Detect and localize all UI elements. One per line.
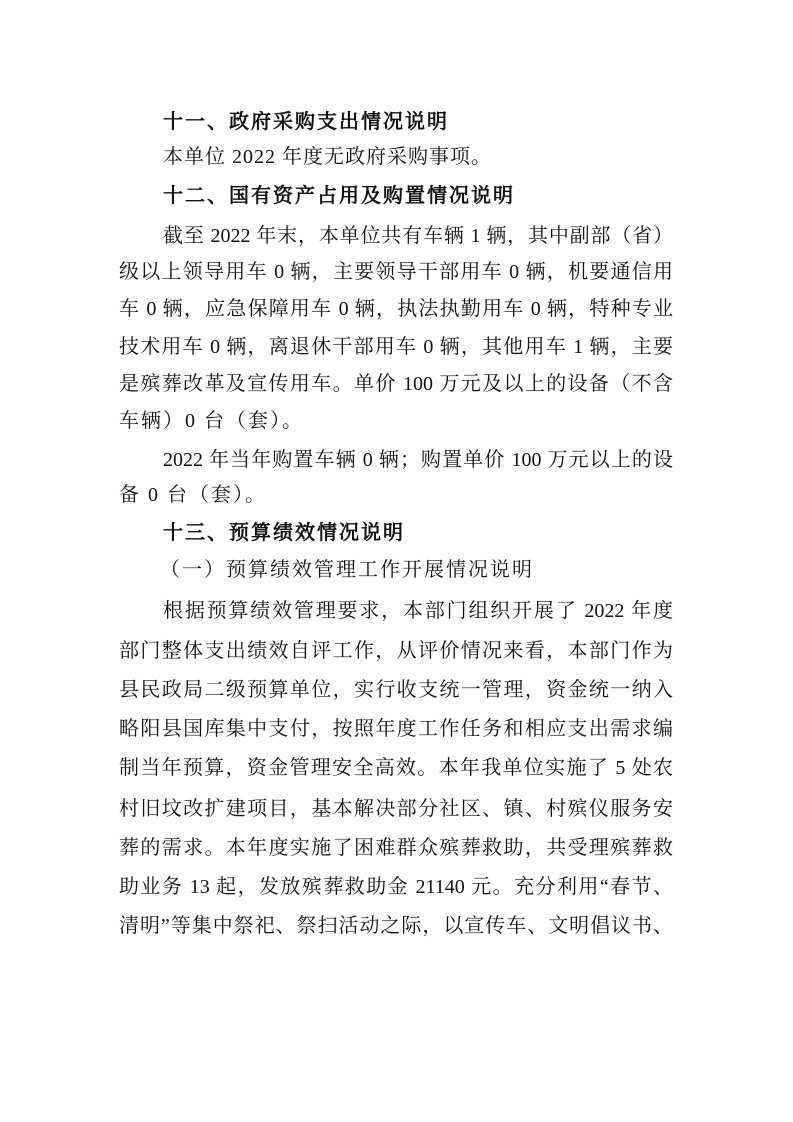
paragraph-line: 助业务 13 起，发放殡葬救助金 21140 元。充分利用“春节、 xyxy=(119,876,673,898)
paragraph-line: 车 0 辆，应急保障用车 0 辆，执法执勤用车 0 辆，特种专业 xyxy=(119,298,673,320)
paragraph-line: 备 0 台（套）。 xyxy=(119,484,267,506)
paragraph-line: 车辆）0 台（套）。 xyxy=(119,410,304,432)
paragraph-line: 部门整体支出绩效自评工作，从评价情况来看，本部门作为 xyxy=(119,640,673,662)
paragraph-line: 2022 年当年购置车辆 0 辆；购置单价 100 万元以上的设 xyxy=(163,449,673,471)
section-12-heading: 十二、国有资产占用及购置情况说明 xyxy=(163,185,515,207)
section-13-subheading: （一）预算绩效管理工作开展情况说明 xyxy=(160,559,534,581)
section-11-text: 本单位 2022 年度无政府采购事项。 xyxy=(163,146,492,168)
paragraph-line: 略阳县国库集中支付，按照年度工作任务和相应支出需求编 xyxy=(119,718,673,740)
section-13-heading: 十三、预算绩效情况说明 xyxy=(163,522,405,544)
paragraph-line: 清明”等集中祭祀、祭扫活动之际，以宣传车、文明倡议书、 xyxy=(119,915,673,937)
paragraph-line: 葬的需求。本年度实施了困难群众殡葬救助，共受理殡葬救 xyxy=(119,837,673,859)
paragraph-line: 村旧坟改扩建项目，基本解决部分社区、镇、村殡仪服务安 xyxy=(119,798,673,820)
paragraph-line: 根据预算绩效管理要求，本部门组织开展了 2022 年度 xyxy=(163,600,673,622)
section-11-heading: 十一、政府采购支出情况说明 xyxy=(163,111,449,133)
paragraph-line: 技术用车 0 辆，离退休干部用车 0 辆，其他用车 1 辆，主要 xyxy=(119,336,673,358)
paragraph-line: 制当年预算，资金管理安全高效。本年我单位实施了 5 处农 xyxy=(119,757,673,779)
paragraph-line: 级以上领导用车 0 辆，主要领导干部用车 0 辆，机要通信用 xyxy=(119,261,673,283)
paragraph-line: 截至 2022 年末，本单位共有车辆 1 辆，其中副部（省） xyxy=(163,225,673,247)
paragraph-line: 县民政局二级预算单位，实行收支统一管理，资金统一纳入 xyxy=(119,679,673,701)
paragraph-line: 是殡葬改革及宣传用车。单价 100 万元及以上的设备（不含 xyxy=(119,373,673,395)
